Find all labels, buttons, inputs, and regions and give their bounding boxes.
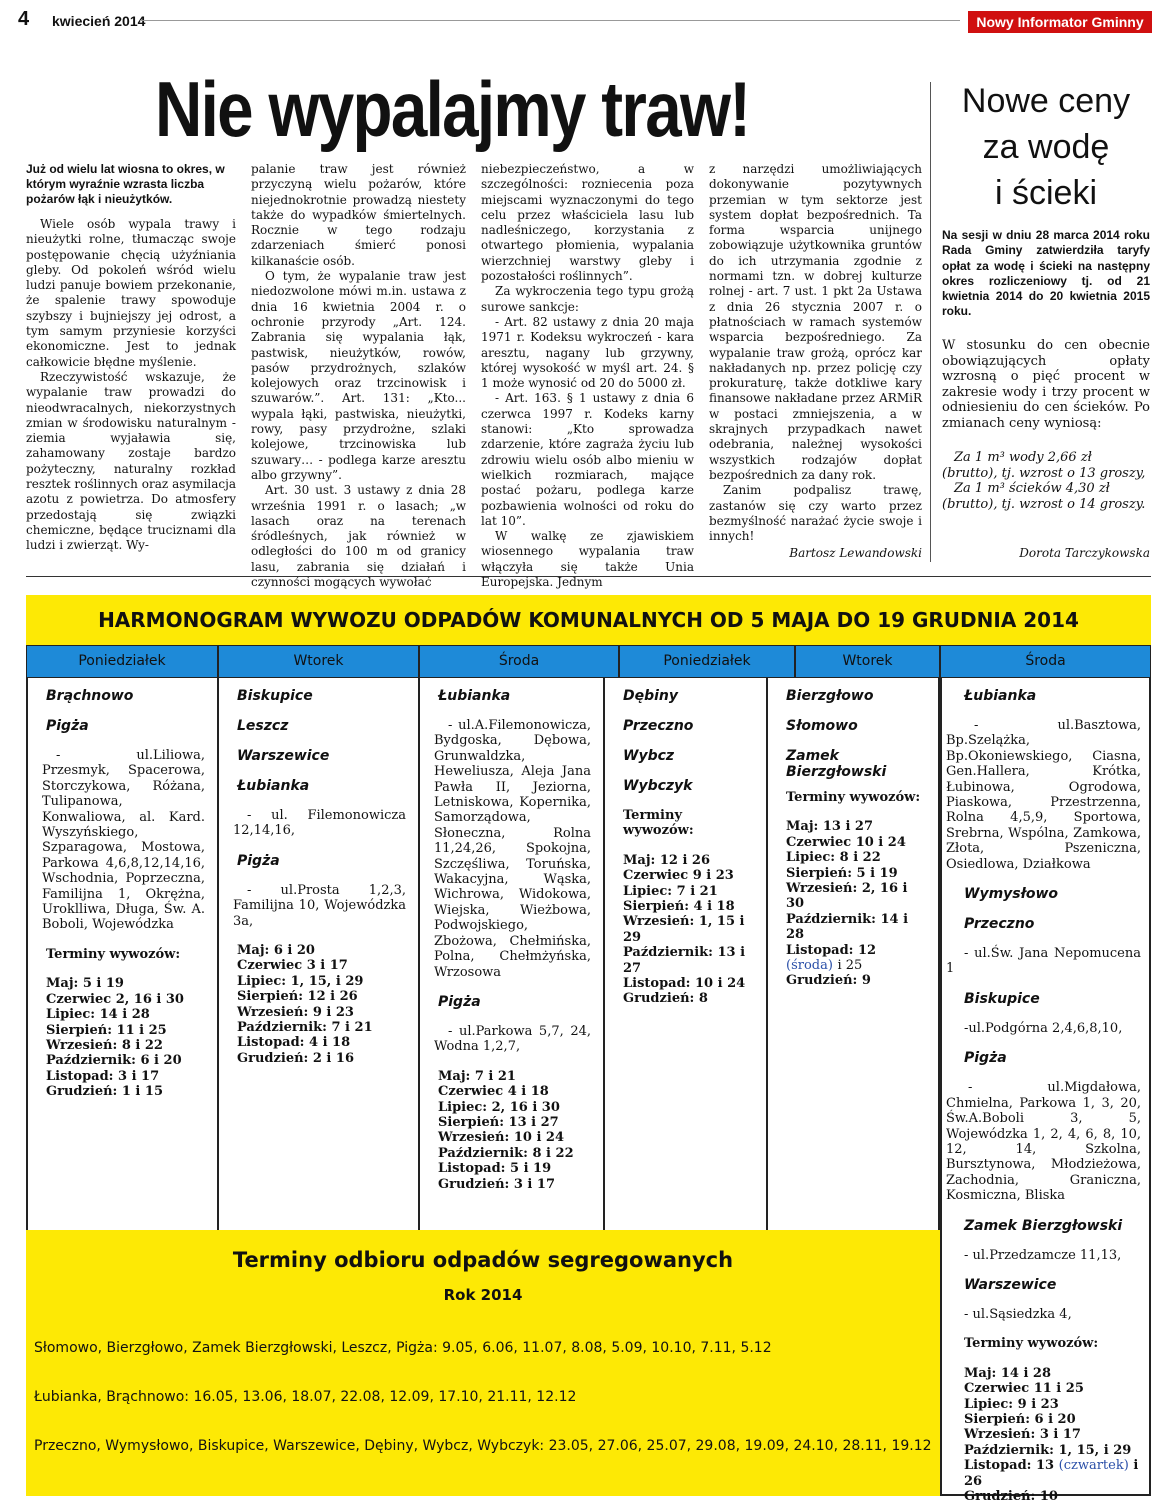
weekday-note: (środa) (786, 958, 833, 974)
date-entry (964, 1458, 1141, 1489)
date-entry: Czerwiec 10 i 24 (786, 834, 906, 850)
water-price: Za 1 m³ wody 2,66 zł (brutto), tj. wzrost o 13 groszy, (942, 450, 1146, 481)
street-list: - ul.Liliowa, Przesmyk, Spacerowa, Storczykowa, Różana, Tulipanowa, Konwaliowa, al. Kard. Wyszyńskiego, Szparagowa, Mostowa, Parkowa 4,6,8,12,14,16, Wschodnia, Poprzeczna, Familijna 1, Okrężna, Uroklliwa, Długa, Św. A. Boboli, Wojewódzka (42, 748, 205, 933)
date-entry: Grudzień: 2 i 16 (237, 1050, 354, 1066)
day-header: Środa (940, 645, 1151, 678)
side-article-title (942, 78, 1150, 216)
date-entry: Październik: 13 i 27 (623, 945, 746, 976)
village-name: Przeczno (964, 916, 1035, 933)
village-name: Wymysłowo (964, 886, 1059, 903)
street-list: -ul.Podgórna 2,4,6,8,10, (964, 1020, 1123, 1036)
paragraph: niebezpieczeństwo, a w szczególności: rozniecenia poza miejscami wyznaczonymi do tego celu przez właściciela lasu lub nadleśniczego, korzystania z otwartego płomienia, wypalania wierzchniej warstwy gleby i pozostałości roślinnych”. (481, 162, 694, 284)
street-list: - ul. Filemonowicza 12,14,16, (233, 808, 406, 839)
paragraph: palanie traw jest również przyczyną wielu pożarów, które niejednokrotnie prowadzą niestety także do wypadków śmiertelnych. Rocznie w tego rodzaju zdarzeniach śmierć ponosi kilkanaście osób. (251, 162, 466, 268)
date-entry: Grudzień: 1 i 15 (46, 1084, 163, 1100)
header-rule (140, 20, 960, 21)
paragraph: - Art. 82 ustawy z dnia 20 maja 1971 r. Kodeksu wykroczeń - kara aresztu, nagany lub grzywny, której wysokość w myśl art. 24. § 1 może wynosić od 20 do 5000 zł. (481, 314, 694, 391)
paragraph: Wiele osób wypala trawy i nieużytki rolne, tłumacząc swoje postępowanie chęcią użyźniania gleby. Od pokoleń wśród wielu ludzi panuje bowiem przekonanie, że spalenie trawy spowoduje szybszy i bujniejszy jej odrost, a tym samym przyniesie korzyści ekonomiczne. Jest to jednak całkowicie błędne myślenie. (26, 217, 236, 369)
street-list: - ul.Przedzamcze 11,13, (964, 1247, 1122, 1263)
village-name: Zamek Bierzgłowski (964, 1217, 1123, 1234)
village-name: Brąchnowo (46, 688, 134, 704)
date-entry: Sierpień: 4 i 18 (623, 899, 735, 915)
pickup-dates (46, 976, 205, 1099)
village-name: Biskupice (964, 990, 1040, 1007)
date-entry: Maj: 13 i 27 (786, 819, 874, 835)
article-lead: Już od wielu lat wiosna to okres, w którym wyraźnie wzrasta liczba pożarów łąk i nieużytków. (26, 162, 225, 206)
pickup-dates (237, 943, 406, 1066)
date-entry: Lipiec: 2, 16 i 30 (438, 1099, 560, 1115)
date-entry: Lipiec: 8 i 22 (786, 850, 881, 866)
terms-label: Terminy wywozów: (964, 1336, 1099, 1352)
day-header-row (26, 645, 1151, 678)
schedule-column-2 (219, 678, 420, 1230)
date-entry: Listopad: 5 i 19 (438, 1161, 552, 1177)
section-rule (26, 576, 1151, 577)
article-column-1 (26, 162, 236, 554)
street-list: - ul.Parkowa 5,7, 24, Wodna 1,2,7, (434, 1023, 591, 1055)
street-list: - ul.Sąsiedzka 4, (964, 1306, 1072, 1322)
street-list: - ul.A.Filemonowicza, Bydgoska, Dębowa, Grunwaldzka, Heweliusza, Aleja Jana Pawła II, Jeziorna, Letniskowa, Kopernika, Samorządowa, Słoneczna, Rolna 11,24,26, Spokojna, Szczęśliwa, Toruńska, Wakacyjna, Wąska, Wichrowa, Widokowa, Wiejska, Wieżbowa, Podwojskiego, Zbożowa, Chełmińska, Polna, Chełmżyńska, Wrzosowa (434, 718, 591, 980)
date-entry: Lipiec: 14 i 28 (46, 1007, 150, 1023)
date-entry: Październik: 1, 15, i 29 (964, 1442, 1132, 1458)
date-entry: Grudzień: 3 i 17 (438, 1176, 555, 1192)
segregated-title: Terminy odbioru odpadów segregowanych (232, 1248, 734, 1272)
date-entry: Wrzesień: 2, 16 i 30 (786, 881, 908, 912)
schedule-column-1 (26, 678, 219, 1230)
day-header: Poniedziałek (26, 645, 218, 678)
date-entry: Lipiec: 1, 15, i 29 (237, 973, 364, 989)
schedule-column-4 (605, 678, 768, 1230)
date-entry: Maj: 14 i 28 (964, 1365, 1052, 1381)
date-entry: Grudzień: 9 (786, 973, 871, 989)
article-column-2 (251, 162, 466, 590)
village-name: Słomowo (786, 718, 858, 734)
paragraph: Art. 30 ust. 3 ustawy z dnia 28 września 1991 r. o lasach; „w lasach oraz na terenach śródleśnych, jak również w odległości do 100 m od granicy lasu, zabrania się działań i czynności mogących wywołać (251, 483, 466, 590)
village-name: Dębiny (623, 688, 679, 704)
date-entry: Sierpień: 6 i 20 (964, 1411, 1076, 1427)
sewage-price: Za 1 m³ ścieków 4,30 zł (brutto), tj. wzrost o 14 groszy. (942, 481, 1146, 512)
date-entry: Listopad: 4 i 18 (237, 1035, 351, 1051)
date-entry: Październik: 14 i 28 (786, 911, 909, 943)
day-header: Wtorek (218, 645, 419, 678)
date-entry: Sierpień: 13 i 27 (438, 1114, 559, 1130)
date-entry: Maj: 6 i 20 (237, 943, 315, 959)
day-header: Środa (419, 645, 619, 678)
day-header: Wtorek (795, 645, 940, 678)
village-name: Warszewice (237, 748, 330, 764)
article-column-3 (481, 162, 694, 590)
title-line: za wodę (982, 128, 1110, 166)
paragraph: Zanim podpalisz trawę, zastanów się czy warto przez bezmyślność narażać życie swoje i innych! (709, 483, 922, 544)
date-entry: Lipiec: 9 i 23 (964, 1396, 1059, 1412)
date-entry: Wrzesień: 10 i 24 (438, 1130, 564, 1146)
price-list (942, 450, 1150, 512)
article-author: Bartosz Lewandowski (789, 546, 922, 560)
terms-label: Terminy wywozów: (786, 790, 921, 805)
schedule-title: HARMONOGRAM WYWOZU ODPADÓW KOMUNALNYCH OD 5 MAJA DO 19 GRUDNIA 2014 (26, 595, 1151, 645)
village-name: Pigża (438, 993, 481, 1010)
village-name: Warszewice (964, 1276, 1057, 1293)
paragraph: z narzędzi umożliwiających dokonywanie pozytywnych przemian w tym sektorze jest system dopłat bezpośrednich. Ta forma wsparcia unijnego zobowiązuje użytkownika gruntów do ich utrzymania zgodnie z normami tzn. w dobrej kulturze rolnej - art. 7 ust. 1 pkt 2a Ustawa z dnia 26 stycznia 2007 r. o płatnościach w ramach systemów wsparcia bezpośredniego. Za wypalanie traw grożą, oprócz kar nakładanych np. przez policję czy prokuraturę, także dotkliwe kary finansowe nakładane przez ARMiR w postaci zmniejszenia, a w skrajnych przypadkach nawet odebrania, należnej wysokości wszystkich rodzajów dopłat bezpośrednich za dany rok. (709, 162, 922, 482)
street-list: - ul.Basztowa, Bp.Szelążka, Bp.Okoniewskiego, Ciasna, Gen.Hallera, Krótka, Łubinowa, Ogrodowa, Piaskowa, Przestrzenna, Rolna 4,5,9, Sportowa, Srebrna, Wspólna, Zamkowa, Złota, Pszeniczna, Osiedlowa, Działkowa (946, 718, 1141, 872)
pickup-dates (623, 853, 754, 1007)
side-article-body: W stosunku do cen obecnie obowiązujących opłaty wzrosną o pięć procent w zakresie wody i trzy procent w odniesieniu do cen ścieków. Po zmianach ceny wyniosą: (942, 338, 1150, 431)
village-name: Łubianka (964, 688, 1037, 704)
date-entry: Grudzień: 8 (623, 991, 708, 1007)
page-number: 4 (18, 8, 30, 30)
date-entry: Sierpień: 12 i 26 (237, 989, 358, 1005)
date-entry: Sierpień: 11 i 25 (46, 1022, 167, 1038)
date-entry: Maj: 12 i 26 (623, 852, 711, 868)
date-entry: Maj: 7 i 21 (438, 1068, 516, 1084)
date-entry: Lipiec: 7 i 21 (623, 883, 718, 899)
village-name: Przeczno (623, 718, 694, 734)
publication-name: Nowy Informator Gminny (968, 11, 1152, 33)
title-line: Nowe ceny (961, 82, 1131, 120)
side-article-lead: Na sesji w dniu 28 marca 2014 roku Rada Gminy zatwierdziła taryfy opłat za wodę i ścieki na następny okres rozliczeniowy tj. od 21 kwietnia 2014 do 20 kwietnia 2015 roku. (942, 228, 1150, 319)
pickup-dates (438, 1069, 591, 1192)
article-column-4 (709, 162, 922, 544)
column-divider (930, 82, 931, 562)
paragraph: Rzeczywistość wskazuje, że wypalanie traw prowadzi do nieodwracalnych, niekorzystnych zmian w środowisku naturalnym - ziemia wyjaławia się, zahamowany zostaje bardzo pożyteczny, naturalny rozkład resztek roślinnych oraz asymilacja azotu z powietrza. Do atmosfery przedostają się związki chemiczne, będące truciznami dla ludzi i zwierząt. Wy- (26, 369, 236, 553)
segregated-schedule-line: Łubianka, Brąchnowo: 16.05, 13.06, 18.07, 22.08, 12.09, 17.10, 21.11, 12.12 (34, 1389, 577, 1405)
date-entry: Listopad: 10 i 24 (623, 976, 746, 992)
date-entry: Listopad: 3 i 17 (46, 1068, 160, 1084)
village-name: Wybcz (623, 748, 675, 764)
date-entry: Maj: 5 i 19 (46, 976, 124, 992)
date-entry: Czerwiec 2, 16 i 30 (46, 991, 184, 1007)
date-text: Listopad: 13 (964, 1458, 1055, 1474)
day-header: Poniedziałek (619, 645, 795, 678)
date-entry: Październik: 8 i 22 (438, 1145, 574, 1161)
article-title: Nie wypalajmy traw! (155, 65, 750, 153)
segregated-schedule-line: Słomowo, Bierzgłowo, Zamek Bierzgłowski, Leszcz, Pigża: 9.05, 6.06, 11.07, 8.08, 5.09, 10.10, 7.11, 5.12 (34, 1340, 772, 1356)
village-name: Pigża (46, 718, 89, 734)
side-article-author: Dorota Tarczykowska (1019, 546, 1150, 560)
date-entry: Czerwiec 11 i 25 (964, 1381, 1084, 1397)
date-entry: Wrzesień: 1, 15 i 29 (623, 914, 745, 945)
date-text: Listopad: 12 (786, 942, 877, 958)
village-name: Leszcz (237, 718, 289, 734)
weekday-note: (czwartek) (1058, 1458, 1129, 1474)
village-name: Pigża (237, 852, 280, 869)
paragraph: O tym, że wypalanie traw jest niedozwolone mówi m.in. ustawa z dnia 16 kwietnia 2004 r. o ochronie przyrody „Art. 124. Zabrania się wypalania łąk, pastwisk, nieużytków, rowów, pasów przydrożnych, szlaków kolejowych oraz trzcinowisk i szuwarów.”. Art. 131: „Kto... wypala łąki, pastwiska, nieużytki, rowy, pasy przydrożne, szlaki kolejowe, trzcinowiska lub szuwary… - podlega karze aresztu albo grzywny”. (251, 269, 466, 482)
date-entry: Wrzesień: 3 i 17 (964, 1427, 1081, 1443)
village-name: Biskupice (237, 688, 313, 704)
date-entry: Sierpień: 5 i 19 (786, 865, 898, 881)
title-line: i ścieki (994, 174, 1098, 212)
date-entry: Czerwiec 9 i 23 (623, 868, 734, 884)
pickup-dates (964, 1366, 1141, 1505)
village-name: Zamek Bierzgłowski (786, 748, 887, 780)
schedule-column-5 (768, 678, 940, 1230)
date-entry (786, 943, 926, 974)
schedule-column-3 (420, 678, 605, 1230)
segregated-schedule-line: Przeczno, Wymysłowo, Biskupice, Warszewice, Dębiny, Wybcz, Wybczyk: 23.05, 27.06, 25.07, 29.08, 19.09, 24.10, 28.11, 19.12 (34, 1438, 932, 1454)
paragraph: - Art. 163. § 1 ustawy z dnia 6 czerwca 1997 r. Kodeks karny stanowi: „Kto sprowadza zdarzenie, które zagraża życiu lub zdrowiu wielu osób albo mieniu w wielkich rozmiarach, mające postać pożaru, podlega karze pozbawienia wolności od roku do lat 10”. (481, 391, 694, 528)
village-name: Łubianka (237, 778, 310, 794)
date-entry: Październik: 7 i 21 (237, 1020, 373, 1036)
date-entry: Październik: 6 i 20 (46, 1053, 182, 1069)
terms-label: Terminy wywozów: (623, 808, 694, 839)
schedule-column-6 (940, 678, 1151, 1504)
street-list: - ul.Migdałowa, Chmielna, Parkowa 1, 3, 20, Św.A.Boboli 3, 5, Wojewódzka 1, 2, 4, 6, 8, 10, 12, 14, Szkolna, Bursztynowa, Młodzieżowa, Zachodnia, Graniczna, Kosmiczna, Bliska (946, 1080, 1141, 1204)
terms-label: Terminy wywozów: (46, 946, 181, 962)
date-entry: Wrzesień: 9 i 23 (237, 1004, 354, 1020)
village-name: Bierzgłowo (786, 688, 874, 704)
street-list: - ul.Św. Jana Nepomucena 1 (946, 946, 1141, 977)
village-name: Pigża (964, 1050, 1007, 1067)
date-text: i 25 (837, 958, 863, 974)
date-entry: Czerwiec 4 i 18 (438, 1084, 549, 1100)
date-entry: Czerwiec 3 i 17 (237, 958, 348, 974)
village-name: Łubianka (438, 688, 511, 704)
date-entry: Wrzesień: 8 i 22 (46, 1037, 163, 1053)
date-entry: Grudzień: 10 (964, 1489, 1058, 1504)
paragraph: W walkę ze zjawiskiem wiosennego wypalania traw włączyła się także Unia Europejska. Jednym (481, 529, 694, 590)
pickup-dates (786, 819, 926, 988)
street-list: - ul.Prosta 1,2,3, Familijna 10, Wojewódzka 3a, (233, 882, 406, 929)
village-name: Wybczyk (623, 778, 693, 794)
paragraph: Za wykroczenia tego typu grożą surowe sankcje: (481, 284, 694, 314)
issue-date: kwiecień 2014 (52, 13, 146, 29)
date-text: i 26 (964, 1458, 1139, 1489)
segregated-year: Rok 2014 (443, 1286, 523, 1304)
